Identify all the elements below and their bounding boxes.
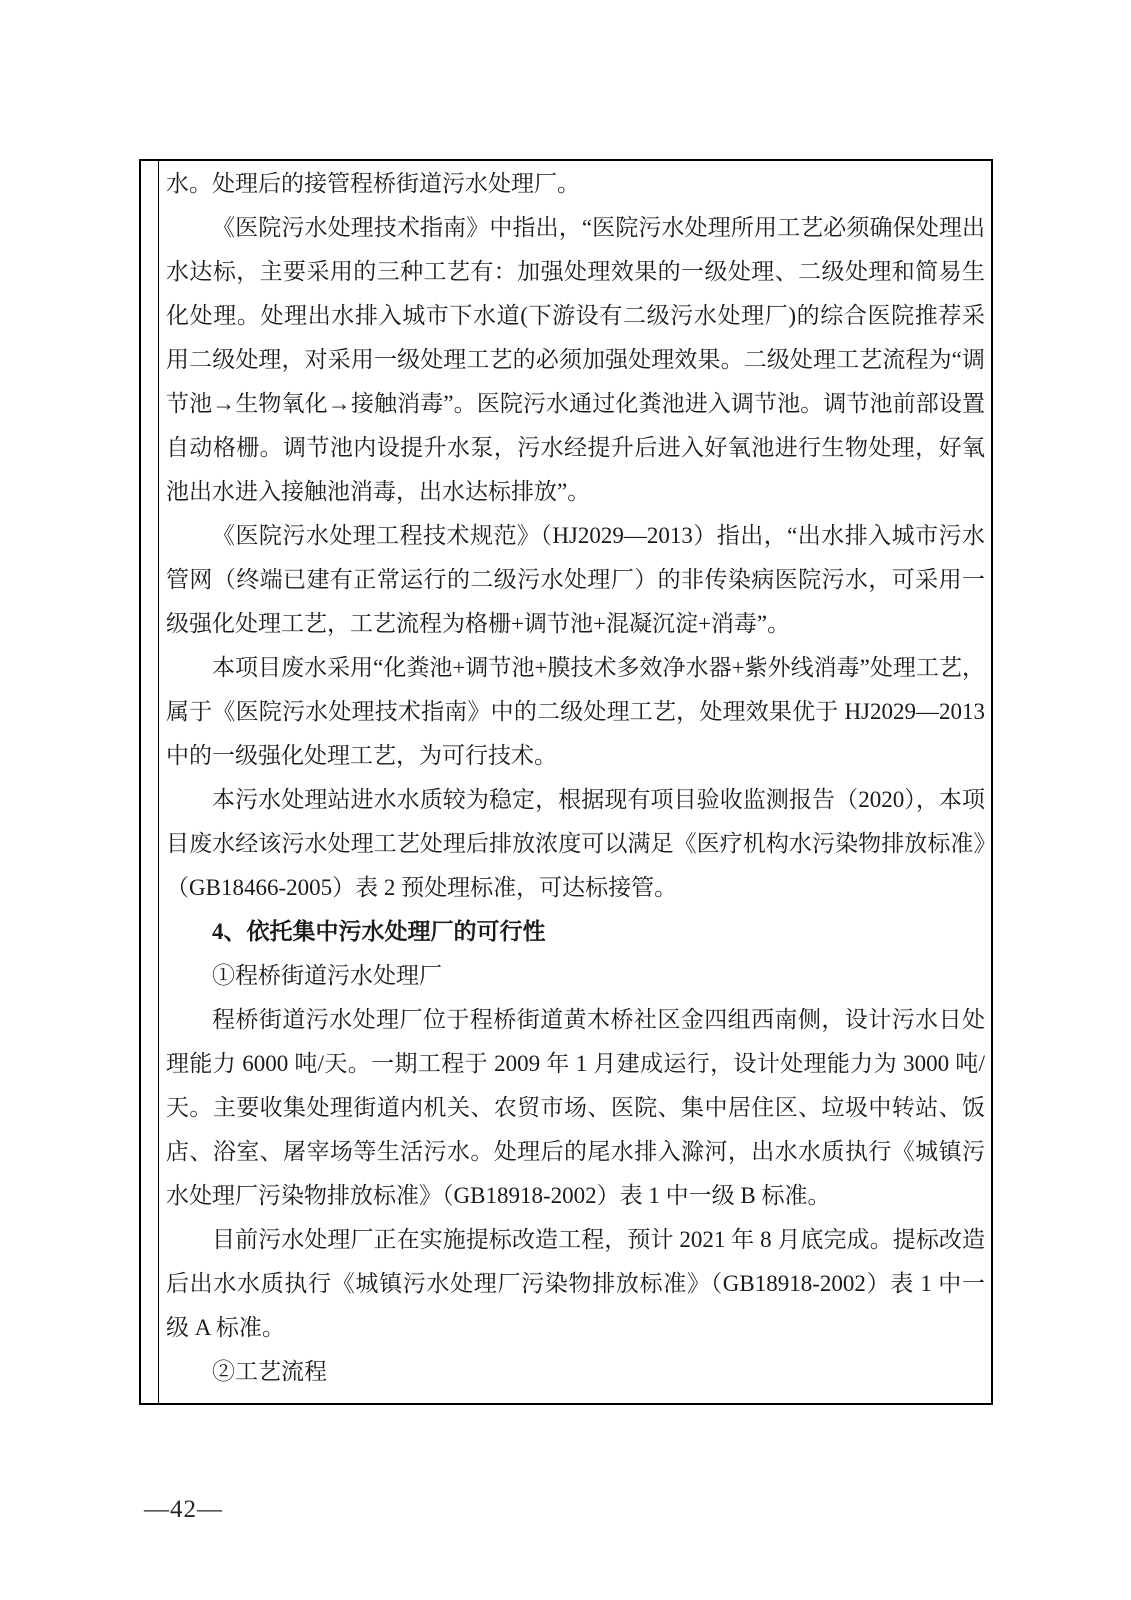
- paragraph-2: 《医院污水处理技术指南》中指出，“医院污水处理所用工艺必须确保处理出水达标，主要采用的三种工艺有：加强处理效果的一级处理、二级处理和简易生化处理。处理出水排入城市下水道(下游设有二级污水处理厂)的综合医院推荐采用二级处理，对采用一级处理工艺的必须加强处理效果。二级处理工艺流程为“调节池→生物氧化→接触消毒”。医院污水通过化粪池进入调节池。调节池前部设置自动格栅。调节池内设提升水泵，污水经提升后进入好氧池进行生物处理，好氧池出水进入接触池消毒，出水达标排放”。: [166, 215, 985, 504]
- paragraph-6: 4、依托集中污水处理厂的可行性: [212, 919, 546, 944]
- paragraph-5: 本污水处理站进水水质较为稳定，根据现有项目验收监测报告（2020），本项目废水经该污水处理工艺处理后排放浓度可以满足《医疗机构水污染物排放标准》（GB18466-2005）表 2 预处理标准，可达标接管。: [166, 787, 985, 900]
- page-number: —42—: [144, 1496, 223, 1523]
- paragraph-8: 程桥街道污水处理厂位于程桥街道黄木桥社区金四组西南侧，设计污水日处理能力 6000 吨/天。一期工程于 2009 年 1 月建成运行，设计处理能力为 3000 吨/天。主要收集处理街道内机关、农贸市场、医院、集中居住区、垃圾中转站、饭店、浴室、屠宰场等生活污水。处理后的尾水排入滁河，出水水质执行《城镇污水处理厂污染物排放标准》（GB18918-2002）表 1 中一级 B 标准。: [166, 1007, 985, 1208]
- paragraph-3: 《医院污水处理工程技术规范》（HJ2029—2013）指出，“出水排入城市污水管网（终端已建有正常运行的二级污水处理厂）的非传染病医院污水，可采用一级强化处理工艺，工艺流程为格栅+调节池+混凝沉淀+消毒”。: [166, 523, 985, 636]
- paragraph-9: 目前污水处理厂正在实施提标改造工程，预计 2021 年 8 月底完成。提标改造后出水水质执行《城镇污水处理厂污染物排放标准》（GB18918-2002）表 1 中一级 A 标准。: [166, 1227, 985, 1340]
- report-table-cell: [139, 159, 993, 1405]
- report-text-area: [159, 161, 991, 1403]
- paragraph-1: 水。处理后的接管程桥街道污水处理厂。: [166, 171, 580, 196]
- paragraph-7: ①程桥街道污水处理厂: [212, 963, 442, 988]
- paragraph-4: 本项目废水采用“化粪池+调节池+膜技术多效净水器+紫外线消毒”处理工艺，属于《医院污水处理技术指南》中的二级处理工艺，处理效果优于 HJ2029—2013 中的一级强化处理工艺，为可行技术。: [166, 655, 985, 768]
- paragraph-10: ②工艺流程: [212, 1359, 327, 1384]
- table-left-column: [141, 161, 159, 1403]
